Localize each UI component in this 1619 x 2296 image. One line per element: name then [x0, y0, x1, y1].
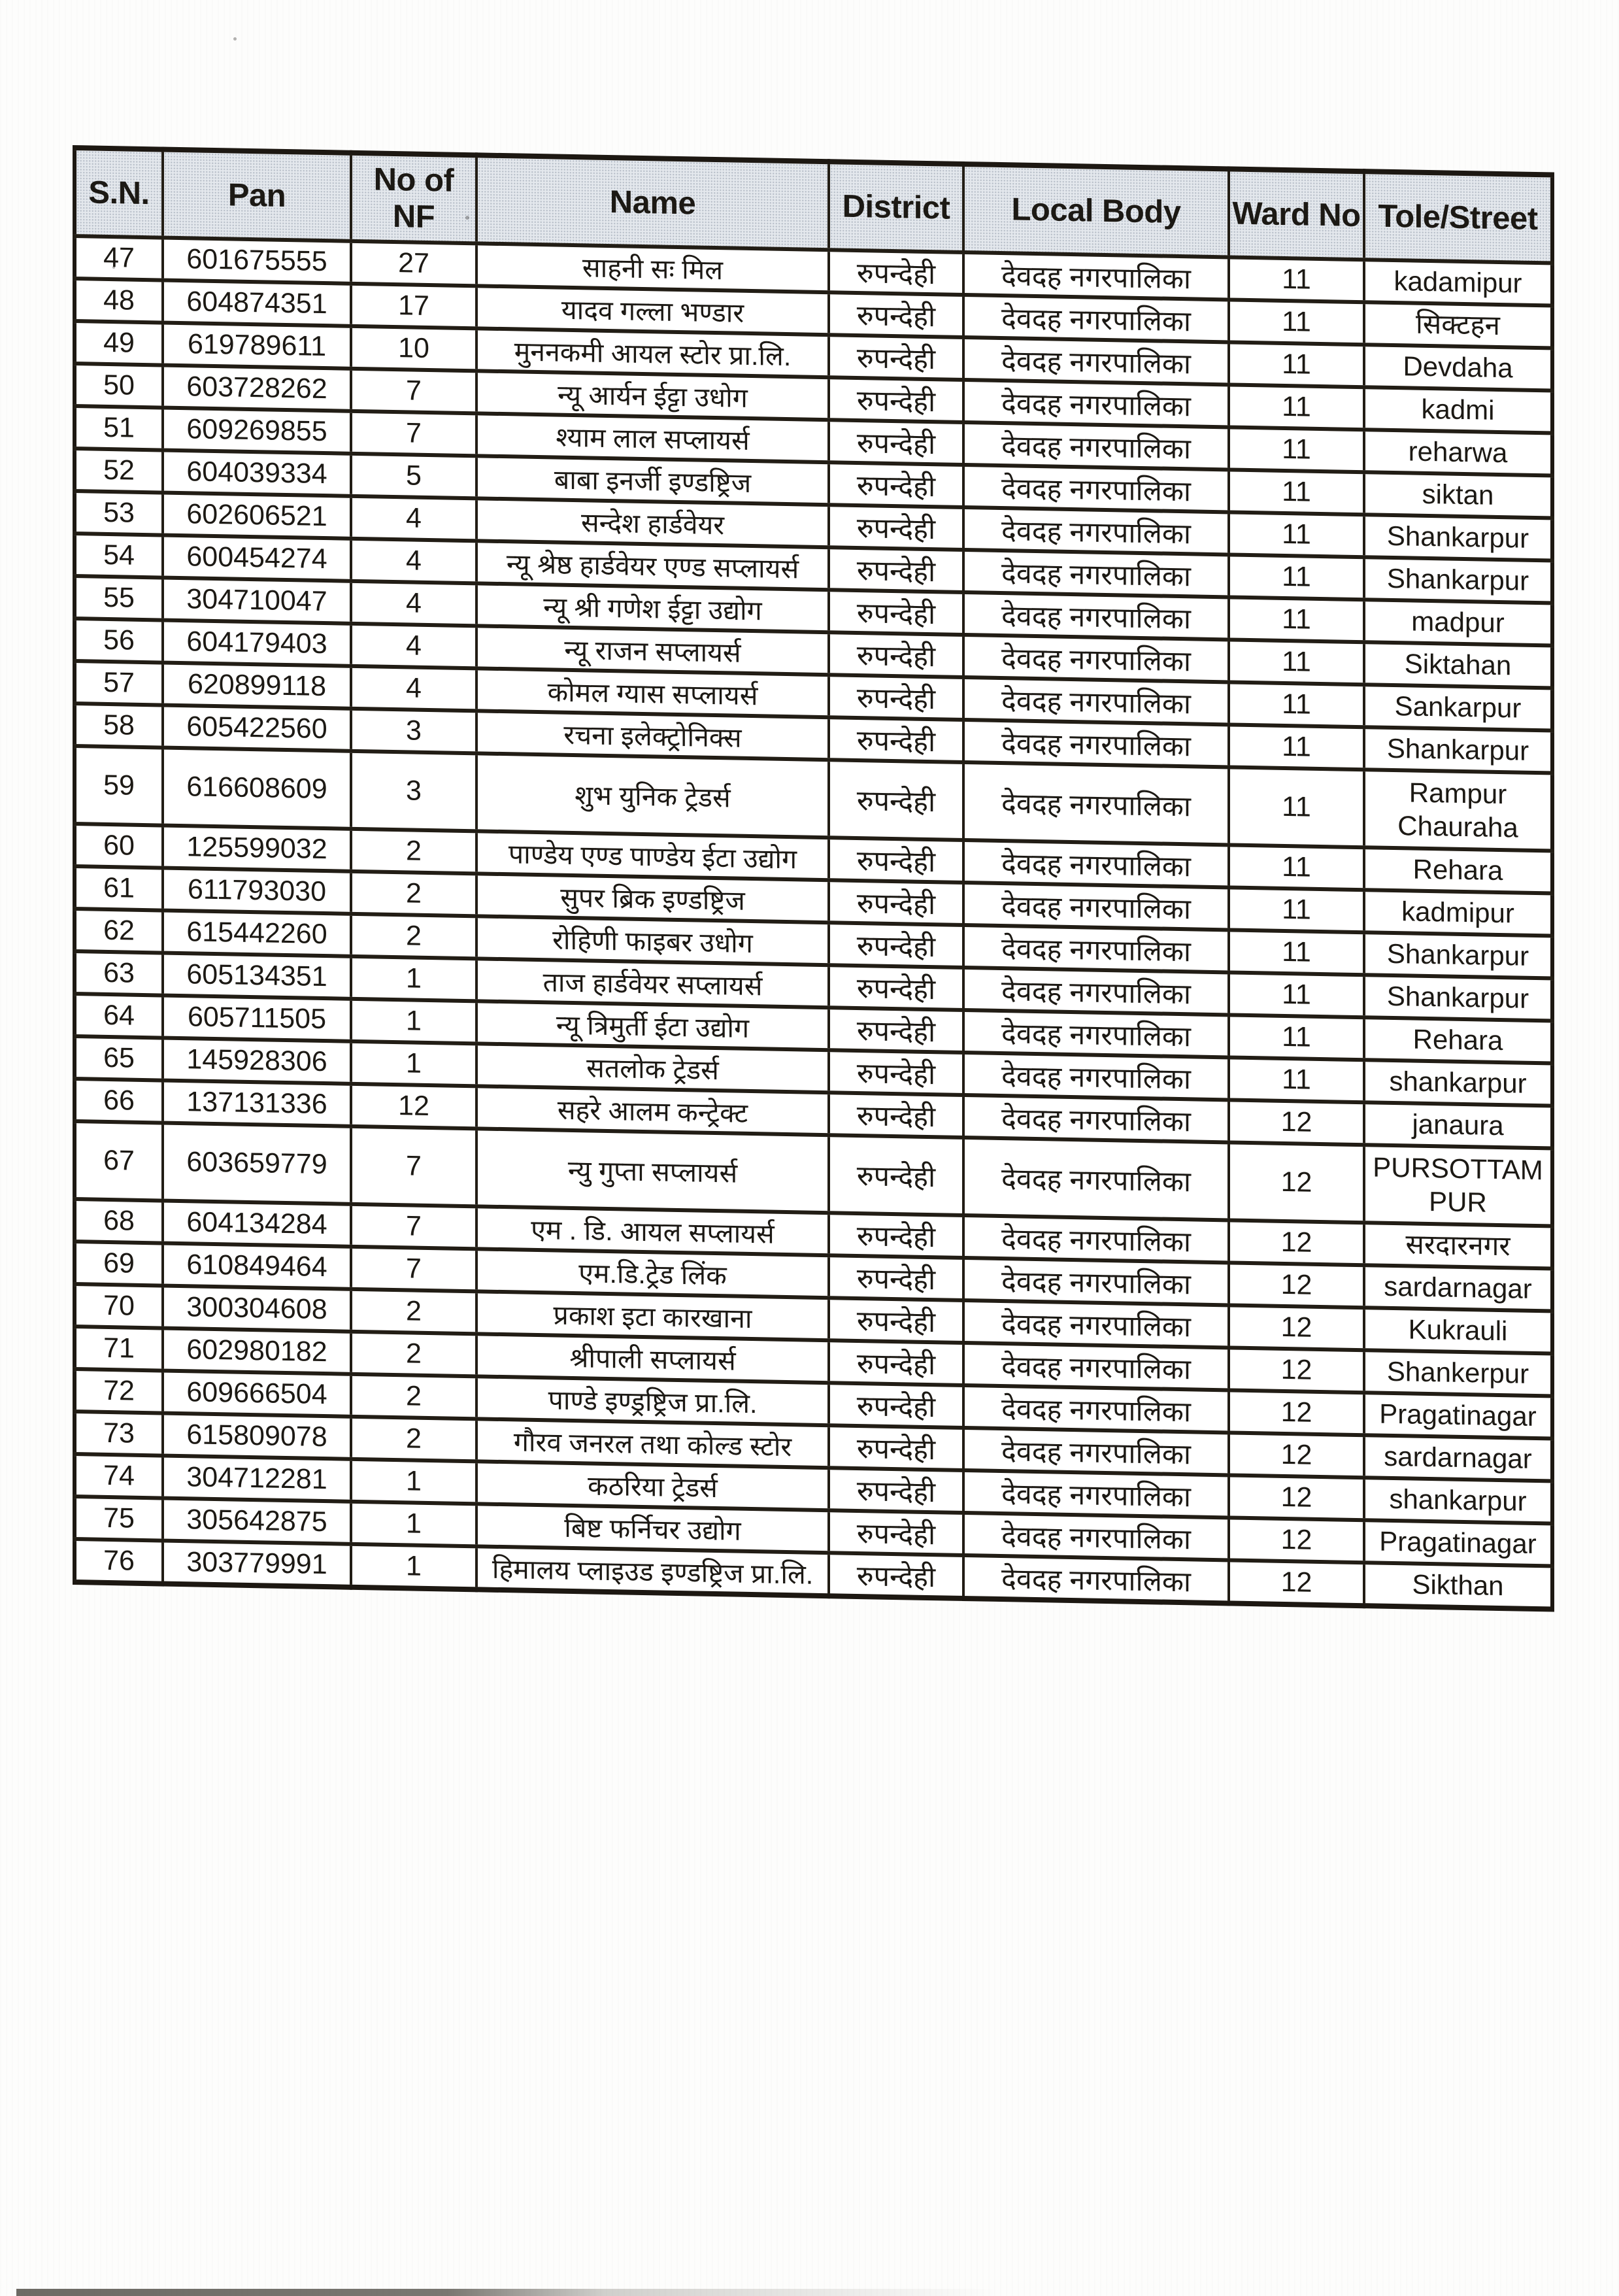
- cell-district: रुपन्देही: [829, 547, 963, 592]
- cell-pan: 615442260: [163, 911, 351, 956]
- cell-serial-number: 67: [75, 1121, 163, 1200]
- cell-tole-street: kadamipur: [1364, 260, 1552, 305]
- cell-name: न्यू आर्यन ईट्टा उधोग: [476, 371, 829, 420]
- cell-tole-street: siktan: [1364, 472, 1552, 518]
- cell-ward-no: 12: [1229, 1390, 1364, 1435]
- cell-pan: 609666504: [163, 1371, 351, 1417]
- cell-name: पाण्डेय एण्ड पाण्डेय ईटा उद्योग: [476, 831, 829, 880]
- cell-ward-no: 12: [1229, 1262, 1364, 1308]
- cell-no-of-nf: 10: [351, 326, 476, 371]
- cell-tole-street: Shankarpur: [1364, 557, 1552, 603]
- cell-name: बाबा इनर्जी इण्डष्ट्रिज: [476, 456, 829, 505]
- cell-name: श्रीपाली सप्लायर्स: [476, 1334, 829, 1383]
- cell-no-of-nf: 1: [351, 956, 476, 1002]
- cell-district: रुपन्देही: [829, 590, 963, 635]
- cell-tole-street: sardarnagar: [1364, 1435, 1552, 1481]
- cell-ward-no: 11: [1229, 724, 1364, 769]
- cell-no-of-nf: 2: [351, 1289, 476, 1334]
- cell-ward-no: 11: [1229, 767, 1364, 847]
- cell-local-body: देवदह नगरपालिका: [963, 762, 1229, 845]
- cell-pan: 615809078: [163, 1413, 351, 1459]
- cell-local-body: देवदह नगरपालिका: [963, 422, 1229, 469]
- cell-district: रुपन्देही: [829, 1383, 963, 1428]
- cell-ward-no: 12: [1229, 1100, 1364, 1145]
- cell-tole-street: Pragatinagar: [1364, 1520, 1552, 1566]
- cell-serial-number: 60: [75, 824, 163, 868]
- cell-no-of-nf: 3: [351, 751, 476, 832]
- cell-name: शुभ युनिक ट्रेडर्स: [476, 753, 829, 837]
- cell-pan: 304710047: [163, 578, 351, 624]
- cell-name: एम . डि. आयल सप्लायर्स: [476, 1206, 829, 1255]
- cell-serial-number: 56: [75, 618, 163, 662]
- cell-no-of-nf: 3: [351, 709, 476, 754]
- cell-district: रुपन्देही: [829, 420, 963, 465]
- cell-local-body: देवदह नगरपालिका: [963, 1513, 1229, 1560]
- cell-name: सन्देश हार्डवेयर: [476, 498, 829, 547]
- cell-tole-street: PURSOTTAM PUR: [1364, 1145, 1552, 1226]
- cell-serial-number: 69: [75, 1241, 163, 1285]
- cell-tole-street: Shankarpur: [1364, 932, 1552, 978]
- cell-name: बिष्ट फर्निचर उद्योग: [476, 1504, 829, 1553]
- cell-local-body: देवदह नगरपालिका: [963, 1095, 1229, 1142]
- cell-tole-street: सिक्टहन: [1364, 302, 1552, 348]
- cell-tole-street: Rampur Chauraha: [1364, 769, 1552, 851]
- cell-name: सहरे आलम कन्ट्रेक्ट: [476, 1086, 829, 1135]
- cell-tole-street: सरदारनगर: [1364, 1223, 1552, 1268]
- cell-serial-number: 61: [75, 866, 163, 910]
- cell-pan: 610849464: [163, 1243, 351, 1289]
- cell-ward-no: 11: [1229, 554, 1364, 599]
- cell-local-body: देवदह नगरपालिका: [963, 1215, 1229, 1262]
- cell-name: न्यू त्रिमुर्ती ईटा उद्योग: [476, 1001, 829, 1050]
- cell-local-body: देवदह नगरपालिका: [963, 1385, 1229, 1432]
- cell-no-of-nf: 2: [351, 1332, 476, 1377]
- cell-ward-no: 12: [1229, 1432, 1364, 1477]
- cell-tole-street: madpur: [1364, 599, 1552, 645]
- cell-serial-number: 62: [75, 909, 163, 953]
- cell-district: रुपन्देही: [829, 1092, 963, 1138]
- cell-tole-street: Devdaha: [1364, 345, 1552, 390]
- cell-serial-number: 72: [75, 1369, 163, 1413]
- pan-registration-table: [73, 145, 1554, 1612]
- scan-edge-artifact: [16, 2289, 997, 2296]
- column-header-district: District: [829, 161, 963, 252]
- cell-name: न्यू श्री गणेश ईट्टा उद्योग: [476, 583, 829, 632]
- cell-pan: 125599032: [163, 826, 351, 871]
- column-header-ward-no: Ward No: [1229, 169, 1364, 260]
- cell-pan: 300304608: [163, 1286, 351, 1332]
- cell-name: कोमल ग्यास सप्लायर्स: [476, 668, 829, 717]
- cell-name: न्यु गुप्ता सप्लायर्स: [476, 1128, 829, 1213]
- cell-ward-no: 11: [1229, 1015, 1364, 1060]
- cell-ward-no: 11: [1229, 299, 1364, 345]
- cell-no-of-nf: 4: [351, 581, 476, 626]
- cell-district: रुपन्देही: [829, 335, 963, 380]
- cell-pan: 602980182: [163, 1328, 351, 1374]
- cell-no-of-nf: 17: [351, 284, 476, 329]
- cell-no-of-nf: 4: [351, 496, 476, 541]
- cell-pan: 137131336: [163, 1081, 351, 1126]
- cell-ward-no: 11: [1229, 469, 1364, 515]
- cell-local-body: देवदह नगरपालिका: [963, 720, 1229, 767]
- cell-serial-number: 63: [75, 951, 163, 995]
- cell-local-body: देवदह नगरपालिका: [963, 635, 1229, 682]
- cell-tole-street: shankarpur: [1364, 1477, 1552, 1523]
- cell-tole-street: kadmi: [1364, 387, 1552, 433]
- cell-pan: 604874351: [163, 280, 351, 326]
- cell-ward-no: 11: [1229, 427, 1364, 472]
- cell-district: रुपन्देही: [829, 1135, 963, 1215]
- cell-name: साहनी सः मिल: [476, 243, 829, 292]
- cell-name: यादव गल्ला भण्डार: [476, 286, 829, 335]
- cell-local-body: देवदह नगरपालिका: [963, 1343, 1229, 1390]
- cell-pan: 145928306: [163, 1038, 351, 1084]
- cell-district: रुपन्देही: [829, 462, 963, 507]
- cell-serial-number: 59: [75, 746, 163, 825]
- cell-tole-street: Sankarpur: [1364, 684, 1552, 730]
- cell-name: न्यू राजन सप्लायर्स: [476, 626, 829, 675]
- cell-tole-street: Pragatinagar: [1364, 1393, 1552, 1438]
- cell-ward-no: 11: [1229, 972, 1364, 1017]
- cell-no-of-nf: 1: [351, 1502, 476, 1547]
- column-header-name: Name: [476, 155, 829, 250]
- cell-name: रोहिणी फाइबर उधोग: [476, 916, 829, 965]
- cell-local-body: देवदह नगरपालिका: [963, 337, 1229, 384]
- cell-pan: 603728262: [163, 365, 351, 411]
- cell-serial-number: 47: [75, 236, 163, 280]
- cell-tole-street: Rehara: [1364, 847, 1552, 893]
- cell-local-body: देवदह नगरपालिका: [963, 1053, 1229, 1100]
- cell-no-of-nf: 5: [351, 454, 476, 499]
- cell-name: ताज हार्डवेयर सप्लायर्स: [476, 958, 829, 1007]
- cell-no-of-nf: 7: [351, 369, 476, 414]
- cell-ward-no: 11: [1229, 845, 1364, 890]
- cell-pan: 303779991: [163, 1541, 351, 1587]
- cell-no-of-nf: 2: [351, 1374, 476, 1419]
- cell-pan: 603659779: [163, 1123, 351, 1204]
- cell-no-of-nf: 12: [351, 1084, 476, 1129]
- cell-no-of-nf: 2: [351, 829, 476, 874]
- cell-ward-no: 11: [1229, 639, 1364, 684]
- column-header-local-body: Local Body: [963, 164, 1229, 257]
- cell-serial-number: 75: [75, 1496, 163, 1540]
- cell-ward-no: 12: [1229, 1560, 1364, 1606]
- cell-local-body: देवदह नगरपालिका: [963, 295, 1229, 342]
- cell-local-body: देवदह नगरपालिका: [963, 1010, 1229, 1057]
- cell-serial-number: 76: [75, 1539, 163, 1583]
- cell-local-body: देवदह नगरपालिका: [963, 925, 1229, 972]
- cell-name: न्यू श्रेष्ठ हार्डवेयर एण्ड सप्लायर्स: [476, 541, 829, 590]
- cell-pan: 619789611: [163, 323, 351, 369]
- cell-district: रुपन्देही: [829, 1340, 963, 1385]
- cell-serial-number: 65: [75, 1036, 163, 1080]
- cell-pan: 602606521: [163, 493, 351, 539]
- cell-name: गौरव जनरल तथा कोल्ड स्टोर: [476, 1419, 829, 1468]
- cell-no-of-nf: 7: [351, 411, 476, 456]
- cell-district: रुपन्देही: [829, 1425, 963, 1470]
- cell-tole-street: Sikthan: [1364, 1562, 1552, 1609]
- cell-pan: 305642875: [163, 1498, 351, 1544]
- cell-serial-number: 66: [75, 1079, 163, 1123]
- cell-local-body: देवदह नगरपालिका: [963, 252, 1229, 299]
- cell-serial-number: 51: [75, 406, 163, 450]
- cell-ward-no: 11: [1229, 887, 1364, 932]
- cell-tole-street: Shankarpur: [1364, 975, 1552, 1021]
- cell-local-body: देवदह नगरपालिका: [963, 968, 1229, 1015]
- cell-district: रुपन्देही: [829, 922, 963, 968]
- cell-serial-number: 71: [75, 1326, 163, 1370]
- cell-tole-street: Shankerpur: [1364, 1350, 1552, 1396]
- cell-tole-street: reharwa: [1364, 430, 1552, 475]
- cell-tole-street: Kukrauli: [1364, 1308, 1552, 1353]
- cell-district: रुपन्देही: [829, 632, 963, 677]
- cell-district: रुपन्देही: [829, 760, 963, 840]
- cell-pan: 600454274: [163, 535, 351, 581]
- cell-local-body: देवदह नगरपालिका: [963, 1470, 1229, 1517]
- cell-district: रुपन्देही: [829, 675, 963, 720]
- cell-local-body: देवदह नगरपालिका: [963, 1428, 1229, 1475]
- cell-name: एम.डि.ट्रेड लिंक: [476, 1249, 829, 1298]
- cell-serial-number: 68: [75, 1199, 163, 1243]
- cell-district: रुपन्देही: [829, 717, 963, 762]
- cell-name: मुननकमी आयल स्टोर प्रा.लि.: [476, 328, 829, 377]
- cell-district: रुपन्देही: [829, 505, 963, 550]
- cell-local-body: देवदह नगरपालिका: [963, 840, 1229, 887]
- cell-name: सतलोक ट्रेडर्स: [476, 1043, 829, 1092]
- cell-ward-no: 11: [1229, 257, 1364, 302]
- cell-ward-no: 12: [1229, 1142, 1364, 1223]
- cell-ward-no: 11: [1229, 682, 1364, 727]
- cell-name: सुपर ब्रिक इण्डष्ट्रिज: [476, 873, 829, 922]
- cell-no-of-nf: 4: [351, 624, 476, 669]
- cell-local-body: देवदह नगरपालिका: [963, 677, 1229, 724]
- cell-tole-street: kadmipur: [1364, 890, 1552, 936]
- cell-no-of-nf: 1: [351, 999, 476, 1044]
- cell-pan: 605134351: [163, 953, 351, 999]
- cell-ward-no: 12: [1229, 1220, 1364, 1265]
- cell-no-of-nf: 4: [351, 666, 476, 711]
- cell-serial-number: 53: [75, 491, 163, 535]
- cell-pan: 605711505: [163, 996, 351, 1041]
- cell-ward-no: 11: [1229, 930, 1364, 975]
- cell-name: प्रकाश इटा कारखाना: [476, 1291, 829, 1340]
- cell-ward-no: 11: [1229, 597, 1364, 642]
- scan-speck: [233, 37, 237, 41]
- cell-pan: 604039334: [163, 450, 351, 496]
- cell-pan: 601675555: [163, 238, 351, 284]
- cell-local-body: देवदह नगरपालिका: [963, 883, 1229, 930]
- cell-district: रुपन्देही: [829, 880, 963, 925]
- cell-tole-street: janaura: [1364, 1102, 1552, 1148]
- cell-serial-number: 55: [75, 576, 163, 620]
- cell-local-body: देवदह नगरपालिका: [963, 1300, 1229, 1347]
- cell-serial-number: 57: [75, 661, 163, 705]
- cell-district: रुपन्देही: [829, 1510, 963, 1555]
- cell-serial-number: 54: [75, 533, 163, 577]
- cell-tole-street: sardarnagar: [1364, 1265, 1552, 1311]
- cell-district: रुपन्देही: [829, 1213, 963, 1258]
- cell-pan: 604134284: [163, 1201, 351, 1247]
- cell-serial-number: 58: [75, 703, 163, 747]
- cell-name: कठरिया ट्रेडर्स: [476, 1461, 829, 1510]
- cell-local-body: देवदह नगरपालिका: [963, 507, 1229, 554]
- cell-district: रुपन्देही: [829, 1007, 963, 1053]
- cell-district: रुपन्देही: [829, 837, 963, 883]
- cell-pan: 616608609: [163, 748, 351, 829]
- registrations-table: [73, 145, 1554, 1612]
- cell-no-of-nf: 4: [351, 539, 476, 584]
- cell-pan: 605422560: [163, 705, 351, 751]
- cell-name: श्याम लाल सप्लायर्स: [476, 413, 829, 462]
- cell-serial-number: 49: [75, 321, 163, 365]
- cell-local-body: देवदह नगरपालिका: [963, 380, 1229, 427]
- cell-serial-number: 74: [75, 1454, 163, 1498]
- cell-ward-no: 12: [1229, 1305, 1364, 1350]
- cell-tole-street: Shankarpur: [1364, 515, 1552, 560]
- cell-no-of-nf: 27: [351, 241, 476, 286]
- cell-serial-number: 70: [75, 1284, 163, 1328]
- cell-ward-no: 11: [1229, 384, 1364, 430]
- cell-pan: 609269855: [163, 408, 351, 454]
- cell-district: रुपन्देही: [829, 377, 963, 422]
- cell-tole-street: shankarpur: [1364, 1060, 1552, 1106]
- cell-local-body: देवदह नगरपालिका: [963, 592, 1229, 639]
- cell-local-body: देवदह नगरपालिका: [963, 1138, 1229, 1220]
- table-body: [75, 236, 1552, 1609]
- cell-local-body: देवदह नगरपालिका: [963, 1555, 1229, 1603]
- cell-tole-street: Siktahan: [1364, 642, 1552, 688]
- cell-district: रुपन्देही: [829, 292, 963, 337]
- cell-no-of-nf: 1: [351, 1459, 476, 1504]
- cell-no-of-nf: 2: [351, 1417, 476, 1462]
- cell-local-body: देवदह नगरपालिका: [963, 465, 1229, 512]
- scan-speck: [112, 266, 115, 269]
- cell-serial-number: 64: [75, 994, 163, 1038]
- cell-pan: 611793030: [163, 868, 351, 914]
- cell-ward-no: 12: [1229, 1475, 1364, 1520]
- column-header-sn: S.N.: [75, 148, 163, 237]
- cell-district: रुपन्देही: [829, 250, 963, 295]
- cell-no-of-nf: 2: [351, 871, 476, 917]
- cell-local-body: देवदह नगरपालिका: [963, 1258, 1229, 1305]
- cell-tole-street: Rehara: [1364, 1017, 1552, 1063]
- cell-pan: 604179403: [163, 620, 351, 666]
- cell-pan: 304712281: [163, 1456, 351, 1502]
- column-header-pan: Pan: [163, 150, 351, 241]
- cell-no-of-nf: 7: [351, 1204, 476, 1249]
- cell-district: रुपन्देही: [829, 965, 963, 1010]
- cell-name: पाण्डे इण्ड्रष्ट्रिज प्रा.लि.: [476, 1376, 829, 1425]
- cell-district: रुपन्देही: [829, 1255, 963, 1300]
- cell-serial-number: 73: [75, 1411, 163, 1455]
- cell-tole-street: Shankarpur: [1364, 727, 1552, 773]
- cell-serial-number: 50: [75, 363, 163, 407]
- cell-pan: 620899118: [163, 663, 351, 709]
- cell-no-of-nf: 1: [351, 1041, 476, 1087]
- cell-ward-no: 12: [1229, 1517, 1364, 1562]
- column-header-no-of-nf: No of NF: [351, 153, 476, 244]
- cell-name: रचना इलेक्ट्रोनिक्स: [476, 711, 829, 760]
- cell-district: रुपन्देही: [829, 1553, 963, 1598]
- cell-no-of-nf: 7: [351, 1126, 476, 1207]
- cell-ward-no: 11: [1229, 1057, 1364, 1102]
- column-header-tole-street: Tole/Street: [1364, 171, 1552, 263]
- cell-no-of-nf: 2: [351, 914, 476, 959]
- cell-no-of-nf: 1: [351, 1544, 476, 1590]
- cell-name: हिमालय प्लाइउड इण्डष्ट्रिज प्रा.लि.: [476, 1546, 829, 1596]
- cell-local-body: देवदह नगरपालिका: [963, 550, 1229, 597]
- cell-ward-no: 12: [1229, 1347, 1364, 1393]
- cell-district: रुपन्देही: [829, 1468, 963, 1513]
- cell-district: रुपन्देही: [829, 1298, 963, 1343]
- scan-speck: [465, 216, 469, 220]
- cell-district: रुपन्देही: [829, 1050, 963, 1095]
- cell-ward-no: 11: [1229, 342, 1364, 387]
- cell-serial-number: 52: [75, 448, 163, 492]
- cell-no-of-nf: 7: [351, 1247, 476, 1292]
- cell-ward-no: 11: [1229, 512, 1364, 557]
- cell-serial-number: 48: [75, 279, 163, 322]
